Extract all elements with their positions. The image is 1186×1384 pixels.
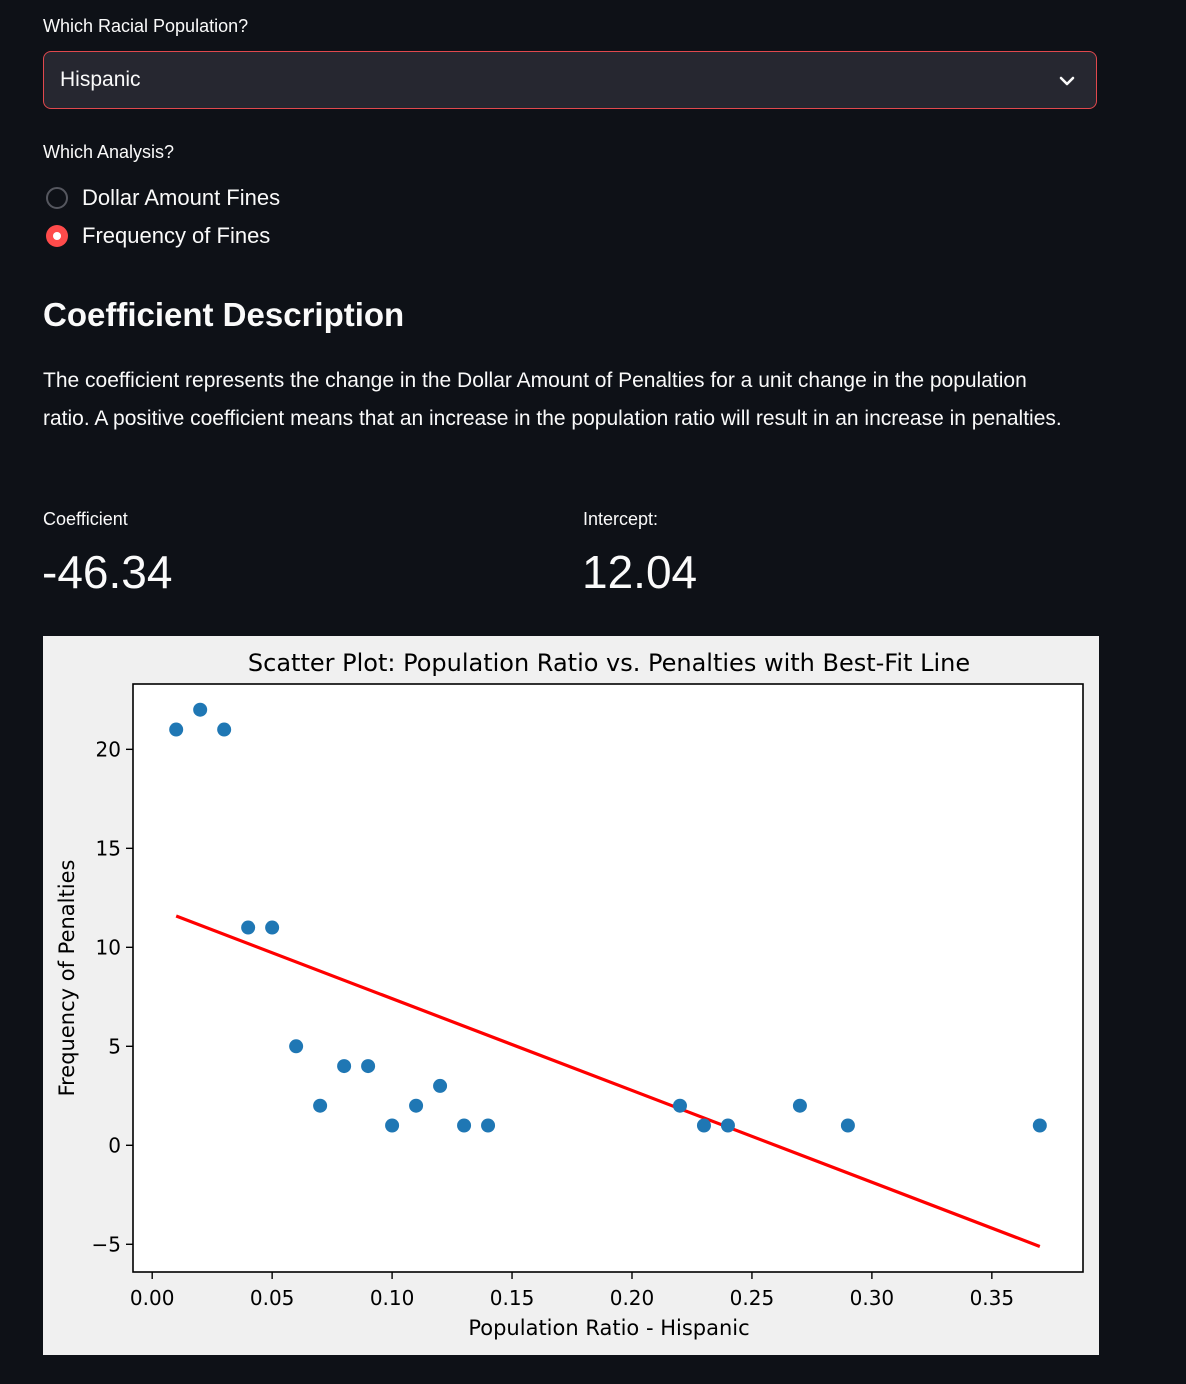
x-tick-label: 0.20 (609, 1286, 655, 1310)
data-point (361, 1059, 375, 1073)
x-axis (130, 1272, 1014, 1310)
y-axis-label: Frequency of Penalties (55, 859, 79, 1097)
y-tick-label: 15 (95, 836, 121, 861)
data-point (313, 1099, 327, 1113)
x-axis-label: Population Ratio - Hispanic (468, 1316, 750, 1340)
x-tick-label: 0.30 (849, 1286, 895, 1310)
description-text: The coefficient represents the change in the Dollar Amount of Penalties for a unit change in the population ratio. A positive coefficient means that an increase in the population ratio will result in an increase in penalties. (43, 369, 1062, 430)
data-point (193, 703, 207, 717)
chart-canvas (43, 636, 1099, 1355)
data-point (481, 1118, 495, 1132)
data-point (169, 723, 183, 737)
radio-unselected-icon (46, 187, 68, 209)
intercept-value: 12.04 (582, 546, 698, 598)
data-point (217, 723, 231, 737)
x-tick-label: 0.10 (369, 1286, 415, 1310)
x-tick-label: 0.05 (249, 1286, 295, 1310)
radio-dollar-amount-fines[interactable] (46, 185, 280, 211)
data-point (841, 1118, 855, 1132)
radio-selected-icon (46, 225, 68, 247)
section-heading: Coefficient Description (43, 296, 405, 333)
population-select-value: Hispanic (60, 68, 141, 91)
radio-option-label: Dollar Amount Fines (82, 185, 281, 210)
population-select[interactable] (43, 51, 1097, 109)
data-point (385, 1118, 399, 1132)
data-point (793, 1099, 807, 1113)
y-tick-label: 20 (95, 737, 121, 762)
data-point (721, 1118, 735, 1132)
data-point (289, 1039, 303, 1053)
data-point (433, 1079, 447, 1093)
population-select-label: Which Racial Population? (43, 16, 249, 36)
radio-option-label: Frequency of Fines (82, 223, 271, 248)
y-tick-label: −5 (91, 1232, 121, 1257)
data-point (673, 1099, 687, 1113)
x-tick-label: 0.35 (969, 1286, 1015, 1310)
coefficient-label: Coefficient (43, 509, 128, 529)
y-axis (92, 737, 133, 1256)
intercept-label: Intercept: (583, 509, 659, 529)
x-tick-label: 0.15 (489, 1286, 535, 1310)
chevron-down-icon (1058, 72, 1076, 90)
radio-frequency-of-fines[interactable] (46, 223, 270, 249)
coefficient-value: -46.34 (42, 546, 173, 598)
data-point (457, 1118, 471, 1132)
data-point (697, 1118, 711, 1132)
y-tick-label: 0 (108, 1133, 121, 1158)
data-point (241, 921, 255, 935)
y-tick-label: 10 (95, 935, 121, 960)
data-point (1033, 1118, 1047, 1132)
x-tick-label: 0.25 (729, 1286, 775, 1310)
plot-area (133, 684, 1083, 1272)
chart-title: Scatter Plot: Population Ratio vs. Penalties with Best-Fit Line (247, 649, 971, 677)
scatter-chart (43, 636, 1099, 1355)
data-point (409, 1099, 423, 1113)
data-point (337, 1059, 351, 1073)
analysis-radio-label: Which Analysis? (43, 142, 175, 162)
y-tick-label: 5 (108, 1034, 121, 1059)
x-tick-label: 0.00 (129, 1286, 175, 1310)
data-point (265, 921, 279, 935)
